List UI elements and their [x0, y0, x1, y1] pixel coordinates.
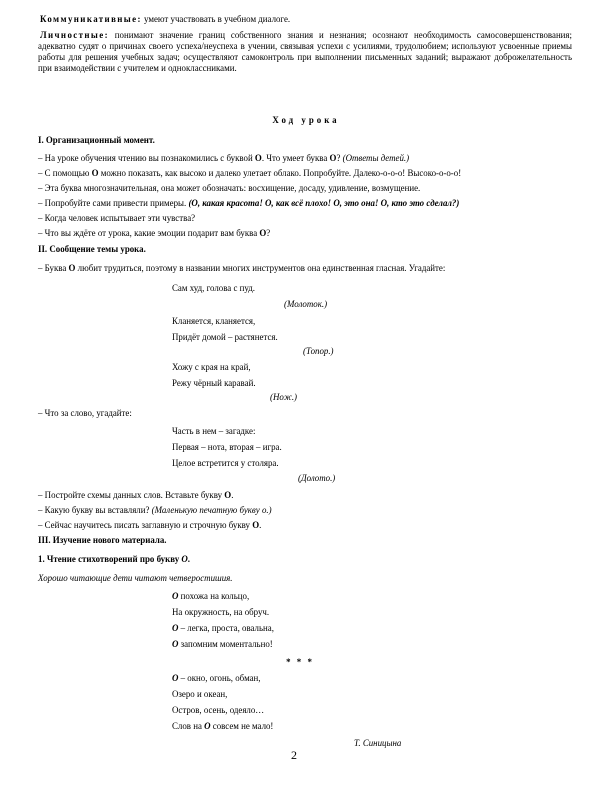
section1-line: – С помощью О можно показать, как высоко и далеко улетает облако. Попробуйте. Далеко-о-о-о! Высоко-о-о-о!: [38, 168, 462, 178]
word-prompt: – Что за слово, угадайте:: [38, 408, 132, 418]
personal-text: понимают значение границ собственного знания и незнания; осознают необходимость самосовершенствования; адекватно судят о причинах своего успеха/неуспеха в учении, связывая успехи с усилиями, трудолюбием; используют усвоенные приемы работы для решения учебных задач; осуществляют самоконтроль при выполнении письменных заданий; выражают доброжелательность при взаимодействии с учителем и одноклассниками.: [38, 30, 572, 74]
riddle-line: Кланяется, кланяется,: [172, 316, 256, 326]
poem1-line: О запомним моментально!: [172, 639, 273, 649]
word-answer: (Долото.): [298, 473, 336, 483]
riddle-line: Сам худ, голова с пуд.: [172, 283, 255, 293]
section2-line: – Какую букву вы вставляли? (Маленькую печатную букву о.): [38, 505, 272, 515]
section2-line: – Сейчас научитесь писать заглавную и строчную букву О.: [38, 520, 262, 530]
personal-paragraph: [38, 30, 572, 74]
section3-title: III. Изучение нового материала.: [38, 535, 167, 545]
page-number: 2: [291, 748, 297, 762]
section3-note: Хорошо читающие дети читают четверостишия.: [38, 573, 233, 583]
riddle-answer: (Молоток.): [284, 299, 328, 309]
section2-title: II. Сообщение темы урока.: [38, 244, 146, 254]
section2-line: – Постройте схемы данных слов. Вставьте букву О.: [38, 490, 234, 500]
poem2-line: Слов на О совсем не мало!: [172, 721, 274, 731]
riddle-answer: (Топор.): [303, 346, 334, 356]
section1-title: I. Организационный момент.: [38, 135, 155, 145]
section1-line: – Эта буква многозначительная, она может обозначать: восхищение, досаду, удивление, возмущение.: [38, 183, 421, 193]
communicative-label: Коммуникативные:: [40, 14, 142, 24]
poem2-line: О – окно, огонь, обман,: [172, 673, 261, 683]
poem2-line: Остров, осень, одеяло…: [172, 705, 265, 715]
riddle-answer: (Нож.): [270, 392, 298, 402]
stars-divider: * * *: [286, 657, 314, 667]
personal-label: Личностные:: [40, 30, 109, 40]
word-riddle-line: Первая – нота, вторая – игра.: [172, 442, 282, 452]
poem1-line: О – легка, проста, овальна,: [172, 623, 274, 633]
poem2-line: Озеро и океан,: [172, 689, 228, 699]
section1-line: – Когда человек испытывает эти чувства?: [38, 213, 196, 223]
riddle-line: Хожу с края на край,: [172, 362, 251, 372]
riddle-line: Придёт домой – растянется.: [172, 332, 278, 342]
section1-line: – Попробуйте сами привести примеры. (О, какая красота! О, как всё плохо! О, это она! О, кто это сделал?): [38, 198, 460, 208]
section1-line: – Что вы ждёте от урока, какие эмоции подарит вам буква О?: [38, 228, 271, 238]
riddle-line: Режу чёрный каравай.: [172, 378, 256, 388]
communicative-text: умеют участвовать в учебном диалоге.: [141, 14, 291, 24]
word-riddle-line: Часть в нем – загадке:: [172, 426, 256, 436]
poem-author: Т. Синицына: [354, 738, 402, 748]
poem1-line: На окружность, на обруч.: [172, 607, 270, 617]
lesson-heading: Ход урока: [272, 115, 340, 125]
section3-subtitle: 1. Чтение стихотворений про букву О.: [38, 554, 191, 564]
communicative-paragraph: [38, 14, 572, 25]
section2-intro: – Буква О любит трудиться, поэтому в названии многих инструментов она единственная гласная. Угадайте:: [38, 263, 446, 273]
word-riddle-line: Целое встретится у столяра.: [172, 458, 279, 468]
poem1-line: О похожа на кольцо,: [172, 591, 250, 601]
section1-line: – На уроке обучения чтению вы познакомились с буквой О. Что умеет буква О? (Ответы детей.): [38, 153, 410, 163]
